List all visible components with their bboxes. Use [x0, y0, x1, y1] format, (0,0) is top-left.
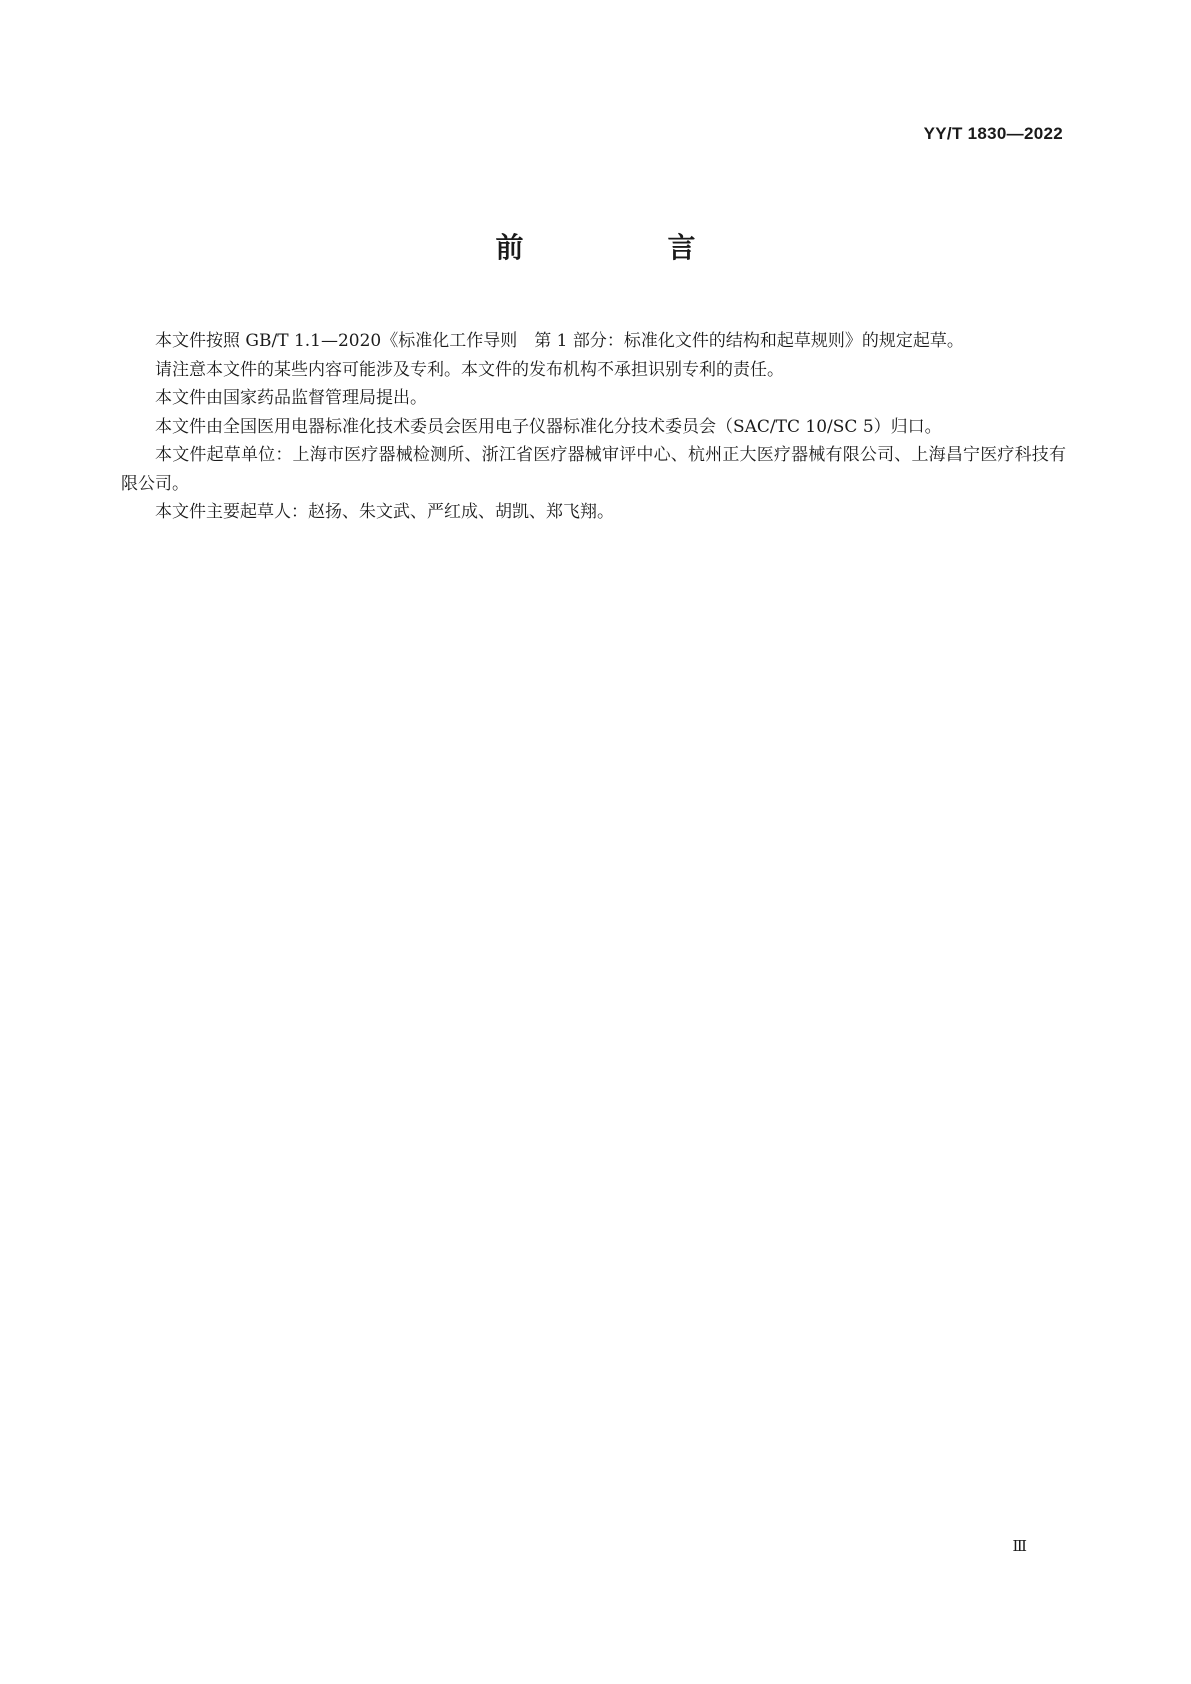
paragraph-patent-notice: 请注意本文件的某些内容可能涉及专利。本文件的发布机构不承担识别专利的责任。	[155, 359, 784, 380]
paragraph-drafters: 本文件主要起草人：赵扬、朱文武、严红成、胡凯、郑飞翔。	[155, 502, 614, 522]
foreword-body	[121, 327, 1066, 527]
paragraph-drafting-rules: 本文件按照 GB/T 1.1—2020《标准化工作导则 第 1 部分：标准化文件的结构和起草规则》的规定起草。	[155, 331, 964, 351]
paragraph-proposed-by: 本文件由国家药品监督管理局提出。	[155, 388, 427, 408]
standard-number: YY/T 1830—2022	[923, 124, 1063, 143]
page-title: 前 言	[495, 231, 754, 264]
paragraph-drafting-units: 本文件起草单位：上海市医疗器械检测所、浙江省医疗器械审评中心、杭州正大医疗器械有限公司、上海昌宁医疗科技有限公司。	[121, 445, 1066, 494]
page-number: Ⅲ	[1012, 1537, 1027, 1555]
paragraph-administered-by: 本文件由全国医用电器标准化技术委员会医用电子仪器标准化分技术委员会（SAC/TC 10/SC 5）归口。	[155, 416, 942, 437]
